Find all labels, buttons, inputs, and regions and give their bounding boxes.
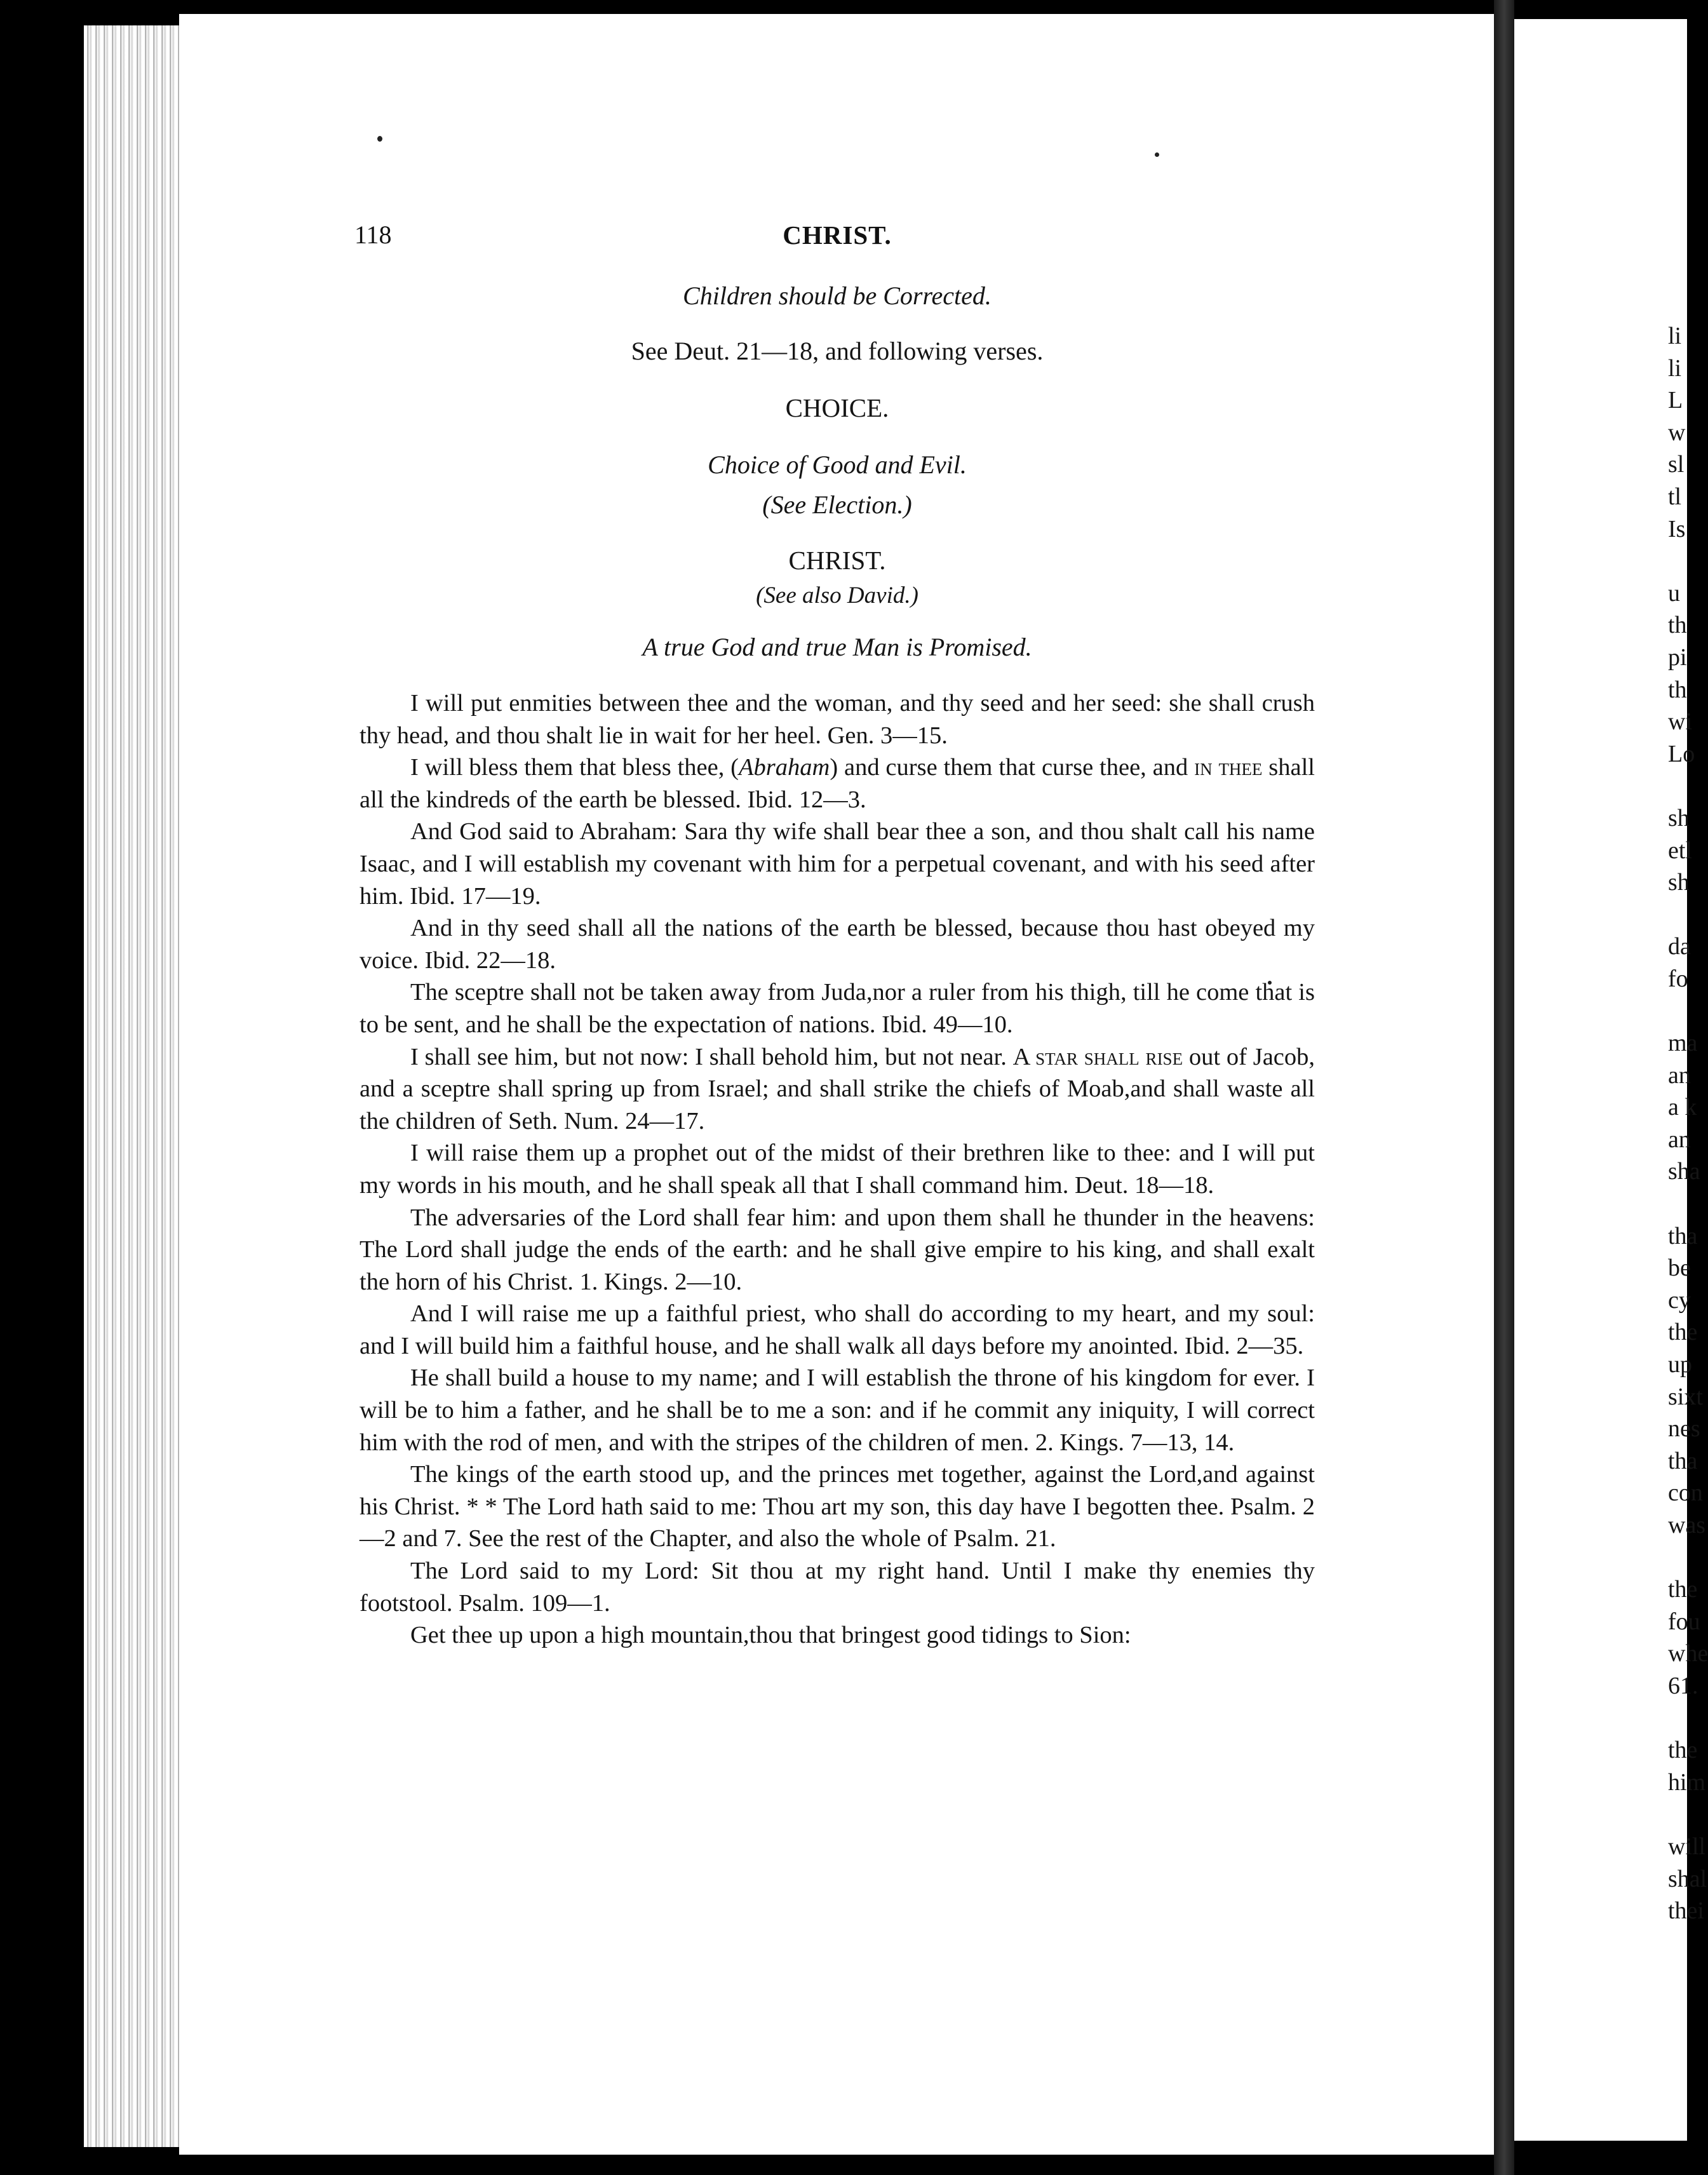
right-page-line: fo xyxy=(1668,965,1688,992)
right-page-line: sh xyxy=(1668,804,1690,832)
right-page-line xyxy=(1668,1188,1708,1220)
right-page-line xyxy=(1668,899,1708,931)
right-page-line: da xyxy=(1668,933,1691,960)
paragraph: He shall build a house to my name; and I will establish the throne of his kingdom for ever. I will be to him a father, and he shall be to me a son: and if he commit any iniquity, I will correct him with the rod of men, and with the stripes of the children of men. 2. Kings. 7—13, 14. xyxy=(360,1364,1315,1456)
right-page-line: up xyxy=(1668,1351,1692,1378)
right-page-line xyxy=(1668,1542,1708,1574)
right-page-line: him xyxy=(1668,1768,1706,1796)
body-text xyxy=(360,687,1315,1652)
right-page-line: an xyxy=(1668,1126,1691,1153)
book-page-right xyxy=(1514,19,1708,2141)
right-page-line: sh xyxy=(1668,869,1690,896)
section-reference: See Deut. 21—18, and following verses. xyxy=(631,337,1044,365)
paragraph: The adversaries of the Lord shall fear him: and upon them shall he thunder in the heavens: The Lord shall judge the ends of the earth: and he shall give empire to his king, and shall exalt the horn of his Christ. 1. Kings. 2—10. xyxy=(360,1204,1315,1295)
right-page-line: tl xyxy=(1668,483,1682,510)
right-page-line: th xyxy=(1668,612,1687,639)
right-page-line: an xyxy=(1668,1061,1691,1089)
right-page-line: whe xyxy=(1668,1640,1708,1667)
right-page-line: thei xyxy=(1668,1897,1704,1925)
right-page-line: sixt xyxy=(1668,1383,1703,1410)
right-page-line: was xyxy=(1668,1511,1706,1539)
right-page-line: a k xyxy=(1668,1094,1697,1121)
right-page-line: tha xyxy=(1668,1222,1698,1249)
page-number: 118 xyxy=(354,220,392,249)
section-heading-children: Children should be Corrected. xyxy=(683,281,992,310)
ink-speck xyxy=(377,136,382,142)
section-heading-christ: A true God and true Man is Promised. xyxy=(642,633,1032,661)
running-head: CHRIST. xyxy=(783,220,892,250)
right-page-line: fou xyxy=(1668,1608,1700,1635)
paragraph: I will bless them that bless thee, (Abraham) and curse them that curse thee, and in thee shall all the kindreds of the earth be blessed. Ibid. 12—3. xyxy=(360,754,1315,813)
right-page-text xyxy=(1665,320,1708,1927)
cross-reference: (See also David.) xyxy=(756,582,918,609)
right-page-line: pi xyxy=(1668,643,1687,671)
right-page-line: sha xyxy=(1668,1158,1700,1185)
right-page-line: etl xyxy=(1668,837,1692,864)
paragraph: The kings of the earth stood up, and the princes met together, against the Lord,and against his Christ. * * The Lord hath said to me: Thou art my son, this day have I begotten thee. Psalm. 2—2 and 7. See the rest of the Chapter, and also the whole of Psalm. 21. xyxy=(360,1461,1315,1552)
right-page-line: 61. xyxy=(1668,1672,1698,1699)
right-page-line xyxy=(1668,995,1708,1027)
right-page-line xyxy=(1668,545,1708,577)
right-page-line: li xyxy=(1668,323,1682,349)
right-page-line xyxy=(1668,1798,1708,1831)
page-edges xyxy=(84,25,179,2147)
paragraph: And in thy seed shall all the nations of the earth be blessed, because thou hast obeyed my voice. Ibid. 22—18. xyxy=(360,915,1315,974)
right-page-line: sl xyxy=(1668,451,1684,478)
right-page-line: the xyxy=(1668,1576,1698,1603)
right-page-line: be xyxy=(1668,1255,1691,1282)
right-page-line xyxy=(1668,770,1708,802)
right-page-line: L xyxy=(1668,387,1683,414)
right-page-line: th xyxy=(1668,676,1687,703)
section-heading-choice: Choice of Good and Evil. xyxy=(708,450,967,479)
right-page-line: the xyxy=(1668,1737,1698,1764)
right-page-line: will xyxy=(1668,1833,1706,1860)
section-title-christ: CHRIST. xyxy=(788,546,886,575)
right-page-line: Lo xyxy=(1668,740,1695,767)
book-gutter xyxy=(1494,0,1514,2175)
right-page-line: wi xyxy=(1668,708,1692,736)
cross-reference: (See Election.) xyxy=(762,490,912,519)
paragraph: I will raise them up a prophet out of the midst of their brethren like to thee: and I will put my words in his mouth, and he shall speak all that I shall command him. Deut. 18—18. xyxy=(360,1140,1315,1199)
right-page-line: u xyxy=(1668,579,1680,607)
right-page-line: w xyxy=(1668,419,1686,446)
right-page-line: con xyxy=(1668,1479,1703,1507)
paragraph: And God said to Abraham: Sara thy wife shall bear thee a son, and thou shalt call his name Isaac, and I will establish my covenant with him for a perpetual covenant, and with his seed after him. Ibid. 17—19. xyxy=(360,818,1315,910)
right-page-line: Is xyxy=(1668,515,1686,542)
paragraph: The Lord said to my Lord: Sit thou at my right hand. Until I make thy enemies thy footstool. Psalm. 109—1. xyxy=(360,1558,1315,1617)
section-title-choice: CHOICE. xyxy=(785,393,889,422)
right-page-line xyxy=(1668,1702,1708,1735)
page-content xyxy=(360,281,1315,1652)
ink-speck xyxy=(1155,152,1159,157)
paragraph: The sceptre shall not be taken away from Juda,nor a ruler from his thigh, till he come that is to be sent, and he shall be the expectation of nations. Ibid. 49—10. xyxy=(360,979,1315,1038)
right-page-line: ma xyxy=(1668,1030,1698,1057)
paragraph: And I will raise me up a faithful priest, who shall do according to my heart, and my soul: and I will build him a faithful house, and he shall walk all days before my anointed. Ibid. 2—35. xyxy=(360,1300,1315,1359)
right-page-line: tha xyxy=(1668,1447,1698,1474)
right-page-line: shal xyxy=(1668,1865,1707,1892)
right-page-line: cy xyxy=(1668,1286,1691,1314)
paragraph: Get thee up upon a high mountain,thou that bringest good tidings to Sion: xyxy=(410,1622,1131,1649)
right-page-line: nes xyxy=(1668,1415,1700,1443)
right-page-line: the xyxy=(1668,1319,1698,1346)
paragraph: I will put enmities between thee and the woman, and thy seed and her seed: she shall crush thy head, and thou shalt lie in wait for her heel. Gen. 3—15. xyxy=(360,690,1315,749)
paragraph: I shall see him, but not now: I shall behold him, but not near. A star shall rise out of Jacob, and a sceptre shall spring up from Israel; and shall strike the chiefs of Moab,and shall waste all the children of Seth. Num. 24—17. xyxy=(360,1043,1315,1135)
right-page-line: li xyxy=(1668,354,1682,382)
page-header xyxy=(354,220,1320,258)
